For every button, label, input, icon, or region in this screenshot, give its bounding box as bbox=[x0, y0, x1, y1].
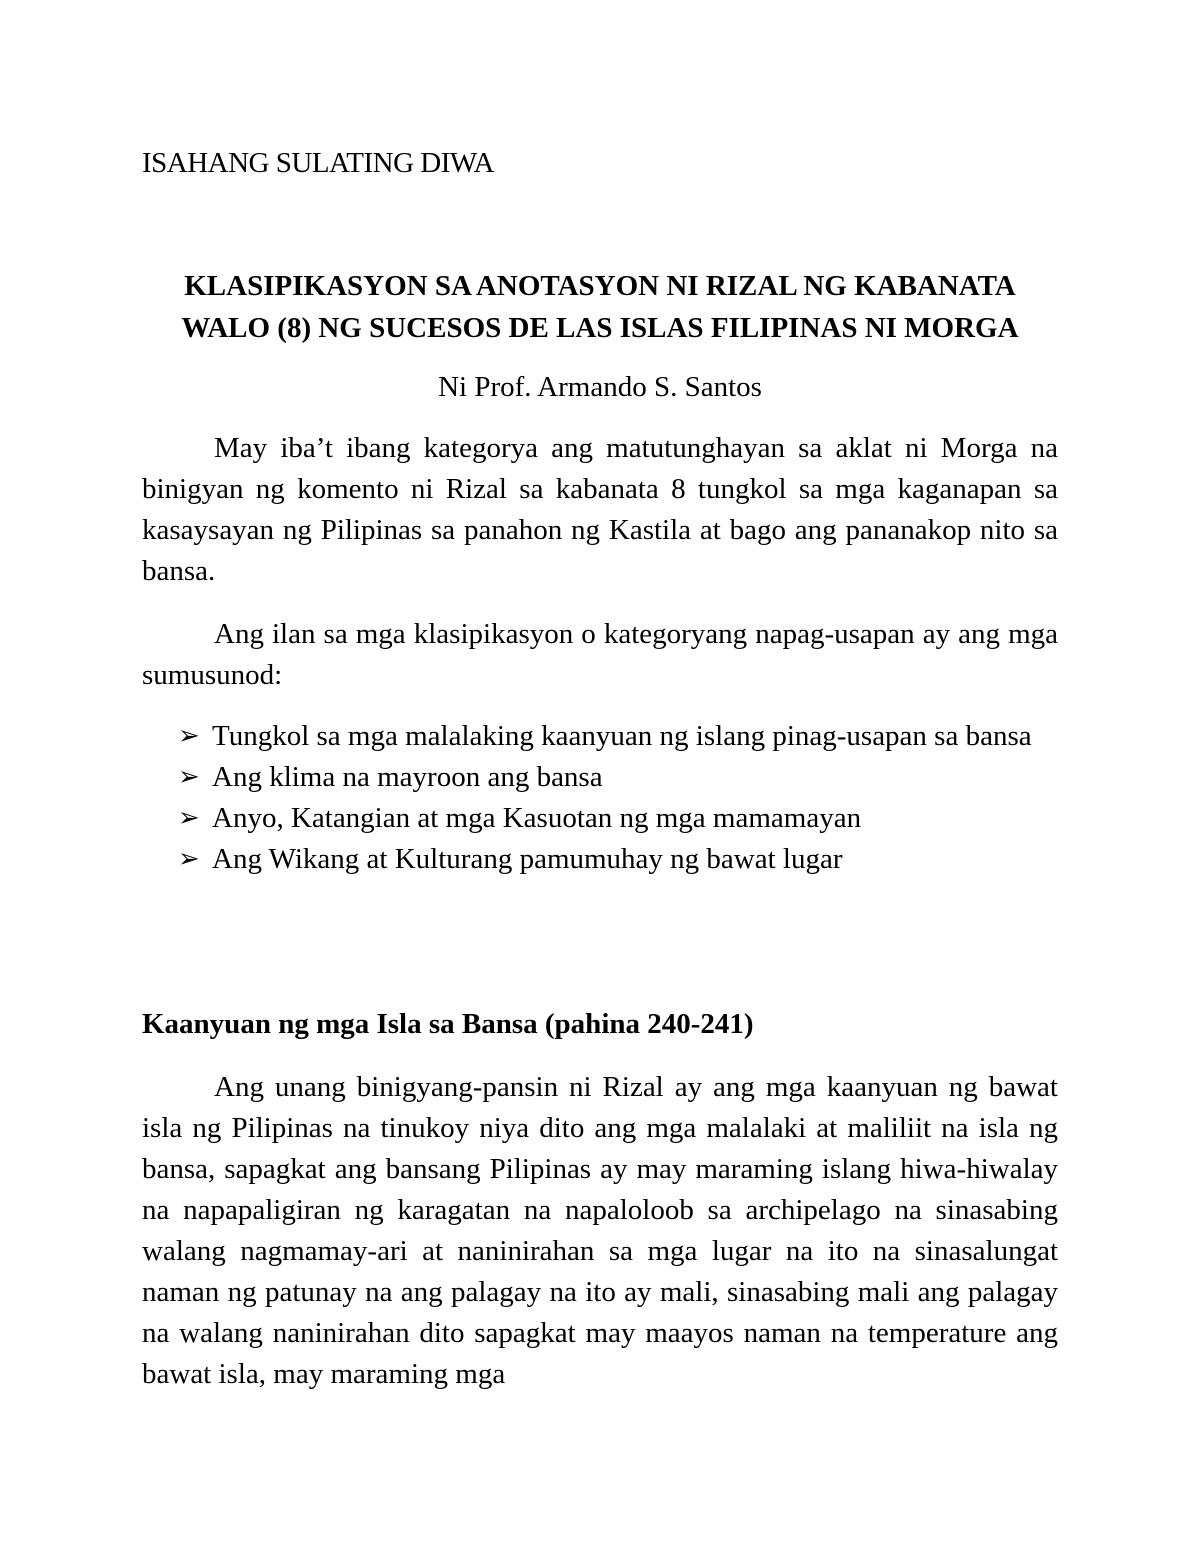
list-item bbox=[142, 716, 1058, 757]
list-item-text: Ang Wikang at Kulturang pamumuhay ng bawat lugar bbox=[212, 843, 843, 875]
document-title bbox=[142, 265, 1058, 349]
intro-paragraph: May iba’t ibang kategorya ang matutunghayan sa aklat ni Morga na binigyan ng komento ni Rizal sa kabanata 8 tungkol sa mga kaganapan sa kasaysayan ng Pilipinas sa panahon ng Kastila at bago ang pananakop nito sa bansa. bbox=[142, 432, 1058, 587]
list-item bbox=[142, 798, 1058, 839]
section-paragraph: Ang unang binigyang-pansin ni Rizal ay ang mga kaanyuan ng bawat isla ng Pilipinas na tinukoy niya dito ang mga malalaki at maliliit na isla ng bansa, sapagkat ang bansang Pilipinas ay may maraming islang hiwa-hiwalay na napapaligiran ng karagatan na napaloloob sa archipelago na sinasabing walang nagmamay-ari at naninirahan sa mga lugar na ito na sinasalungat naman ng patunay na ang palagay na ito ay mali, sinasabing mali ang palagay na walang naninirahan dito sapagkat may maayos naman na temperature ang bawat isla, may maraming mga bbox=[142, 1071, 1058, 1390]
arrow-bullet-icon: ➢ bbox=[178, 721, 200, 751]
arrow-bullet-icon: ➢ bbox=[178, 844, 200, 874]
header-label: ISAHANG SULATING DIWA bbox=[142, 147, 494, 179]
title-line: WALO (8) NG SUCESOS DE LAS ISLAS FILIPINAS NI MORGA bbox=[181, 312, 1019, 344]
classification-intro-paragraph: Ang ilan sa mga klasipikasyon o kategoryang napag-usapan ay ang mga sumusunod: bbox=[142, 618, 1058, 691]
arrow-bullet-icon: ➢ bbox=[178, 762, 200, 792]
list-item-text: Tungkol sa mga malalaking kaanyuan ng islang pinag-usapan sa bansa bbox=[212, 720, 1032, 752]
list-item bbox=[142, 757, 1058, 798]
category-list bbox=[142, 716, 1058, 880]
list-item-text: Ang klima na mayroon ang bansa bbox=[212, 761, 603, 793]
title-line: KLASIPIKASYON SA ANOTASYON NI RIZAL NG KABANATA bbox=[184, 270, 1016, 302]
arrow-bullet-icon: ➢ bbox=[178, 803, 200, 833]
author-line: Ni Prof. Armando S. Santos bbox=[438, 371, 762, 403]
list-item-text: Anyo, Katangian at mga Kasuotan ng mga mamamayan bbox=[212, 802, 862, 834]
list-item bbox=[142, 839, 1058, 880]
section-heading: Kaanyuan ng mga Isla sa Bansa (pahina 240-241) bbox=[142, 1008, 754, 1040]
